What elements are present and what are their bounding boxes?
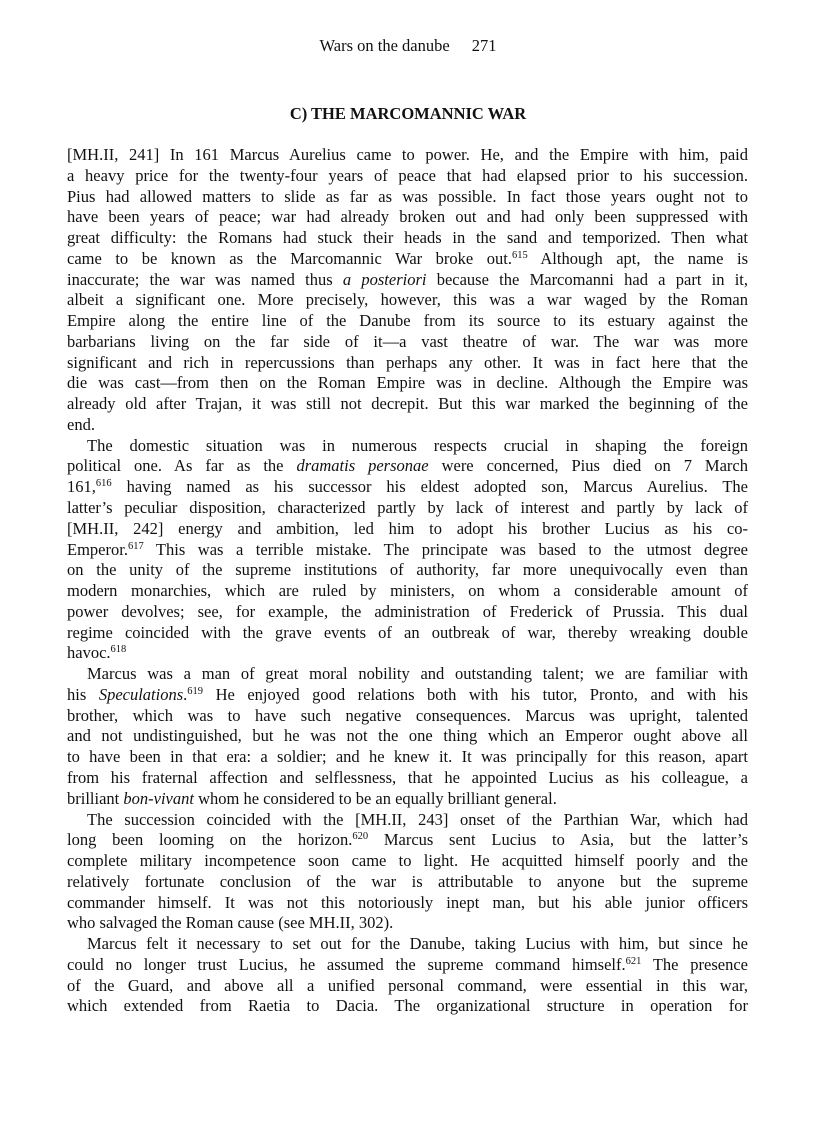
text-run: He enjoyed good relations both with his tutor, Pronto, and with his (203, 684, 748, 704)
text-run: relatively fortunate conclusion of the war is attributable to anyone but the supreme (67, 871, 748, 891)
text-run: Although apt, the name is (527, 248, 748, 268)
text-line (67, 187, 748, 208)
text-line (67, 228, 748, 249)
text-run: Pius had allowed matters to slide as far as was possible. In fact those years ought not to (67, 186, 748, 206)
text-run: The succession coincided with the [MH.II, 243] onset of the Parthian War, which had (87, 809, 748, 829)
text-line (67, 519, 748, 540)
text-line (67, 311, 748, 332)
text-run: brilliant (67, 788, 124, 808)
italic-text: bon-vivant (123, 788, 194, 808)
text-run: complete military incompetence soon came to light. He acquitted himself poorly and the (67, 851, 748, 871)
text-run: could no longer trust Lucius, he assumed the supreme command himself. (67, 954, 626, 974)
text-line (67, 373, 748, 394)
text-run: This was a terrible mistake. The principate was based to the utmost degree (143, 539, 748, 559)
text-line (67, 830, 748, 851)
text-run: Marcus sent Lucius to Asia, but the latter’s (368, 830, 748, 850)
text-line (67, 207, 748, 228)
text-run: . (183, 684, 188, 704)
text-line (67, 394, 748, 415)
text-run: who salvaged the Roman cause (see MH.II, 302). (67, 913, 394, 933)
text-run: have been years of peace; war had already broken out and had only been suppressed with (67, 207, 748, 227)
text-run: great difficulty: the Romans had stuck their heads in the sand and temporized. Then what (67, 228, 748, 248)
text-run: [MH.II, 241] In 161 Marcus Aurelius came to power. He, and the Empire with him, paid (67, 145, 748, 164)
text-run: Marcus was a man of great moral nobility and outstanding talent; we are familiar with (87, 664, 748, 684)
text-line (67, 913, 748, 934)
text-run: die was cast—from then on the Roman Empire was in decline. Although the Empire was (67, 373, 748, 393)
text-run: end. (67, 414, 95, 434)
text-line (67, 872, 748, 893)
text-line (67, 581, 748, 602)
text-run: long been looming on the horizon. (67, 830, 353, 850)
text-line (67, 789, 748, 810)
text-run: modern monarchies, which are ruled by ministers, on whom a considerable amount of (67, 581, 748, 601)
body-text (67, 145, 748, 1017)
text-line (67, 477, 748, 498)
text-line (67, 415, 748, 436)
text-line (67, 851, 748, 872)
text-run: whom he considered to be an equally brilliant general. (193, 788, 557, 808)
text-run: Emperor. (67, 539, 128, 559)
text-run: which extended from Raetia to Dacia. The organizational structure in operation for (67, 996, 748, 1016)
text-line (67, 540, 748, 561)
running-head (0, 36, 816, 56)
text-run: 161, (67, 477, 96, 497)
text-run: of the Guard, and above all a unified personal command, were essential in this war, (67, 975, 748, 995)
text-run: The presence (641, 954, 748, 974)
text-line (67, 270, 748, 291)
text-run: havoc. (67, 643, 111, 663)
text-run: his (67, 684, 99, 704)
text-run: having named as his successor his eldest adopted son, Marcus Aurelius. The (111, 477, 748, 497)
text-line (67, 685, 748, 706)
page-number: 271 (471, 36, 497, 55)
italic-text: Speculations (98, 684, 184, 704)
footnote-ref: 615 (511, 249, 528, 261)
text-line (67, 290, 748, 311)
text-run: political one. As far as the (67, 456, 297, 476)
text-run: commander himself. It was not this notoriously inept man, but his able junior officers (67, 892, 748, 912)
text-run: inaccurate; the war was named thus (67, 269, 343, 289)
italic-text: a posteriori (342, 269, 427, 289)
text-line (67, 976, 748, 997)
text-line (67, 934, 748, 955)
text-line (67, 249, 748, 270)
text-run: albeit a significant one. More precisely, however, this was a war waged by the Roman (67, 290, 748, 310)
text-run: latter’s peculiar disposition, characterized partly by lack of interest and partly by lack of (67, 498, 748, 518)
text-line (67, 664, 748, 685)
text-line (67, 955, 748, 976)
footnote-ref: 616 (95, 478, 112, 490)
text-line (67, 332, 748, 353)
text-run: to have been in that era: a soldier; and he knew it. It was principally for this reason, apart (67, 747, 748, 767)
italic-text: dramatis personae (296, 456, 429, 476)
text-run: a heavy price for the twenty-four years of peace that had elapsed prior to his succession. (67, 165, 748, 185)
text-run: from his fraternal affection and selflessness, that he appointed Lucius as his colleague, a (67, 767, 748, 787)
text-line (67, 560, 748, 581)
text-line (67, 996, 748, 1017)
text-line (67, 623, 748, 644)
footnote-ref: 618 (110, 644, 127, 656)
text-run: power devolves; see, for example, the administration of Frederick of Prussia. This dual (67, 601, 748, 621)
text-line (67, 706, 748, 727)
text-run: already old after Trajan, it was still not decrepit. But this war marked the beginning of the (67, 394, 748, 414)
text-line (67, 145, 748, 166)
footnote-ref: 621 (625, 955, 642, 967)
text-line (67, 893, 748, 914)
text-run: The domestic situation was in numerous respects crucial in shaping the foreign (87, 435, 748, 455)
text-run: Marcus felt it necessary to set out for the Danube, taking Lucius with him, but since he (87, 934, 748, 954)
text-line (67, 498, 748, 519)
text-run: barbarians living on the far side of it—a vast theatre of war. The war was more (67, 331, 748, 351)
text-line (67, 166, 748, 187)
text-line (67, 768, 748, 789)
text-run: regime coincided with the grave events of an outbreak of war, thereby wreaking double (67, 622, 748, 642)
text-run: came to be known as the Marcomannic War broke out. (67, 248, 512, 268)
footnote-ref: 617 (127, 540, 144, 552)
text-line (67, 456, 748, 477)
footnote-ref: 619 (187, 685, 204, 697)
text-line (67, 747, 748, 768)
footnote-ref: 620 (352, 831, 369, 843)
text-run: significant and rich in repercussions than perhaps any other. It was in fact here that the (67, 352, 748, 372)
text-line (67, 726, 748, 747)
text-run: Empire along the entire line of the Danube from its source to its estuary against the (67, 311, 748, 331)
running-title: Wars on the danube (319, 36, 450, 55)
text-run: brother, which was to have such negative consequences. Marcus was upright, talented (67, 705, 748, 725)
text-line (67, 353, 748, 374)
text-run: were concerned, Pius died on 7 March (428, 456, 748, 476)
text-line (67, 436, 748, 457)
text-line (67, 643, 748, 664)
text-line (67, 810, 748, 831)
text-run: [MH.II, 242] energy and ambition, led him to adopt his brother Lucius as his co- (67, 518, 748, 538)
text-run: on the unity of the supreme institutions of authority, far more unequivocally even than (67, 560, 748, 580)
text-run: and not undistinguished, but he was not the one thing which an Emperor ought above all (67, 726, 748, 746)
text-run: because the Marcomanni had a part in it, (426, 269, 749, 289)
text-line (67, 602, 748, 623)
section-title: C) THE MARCOMANNIC WAR (289, 104, 527, 123)
